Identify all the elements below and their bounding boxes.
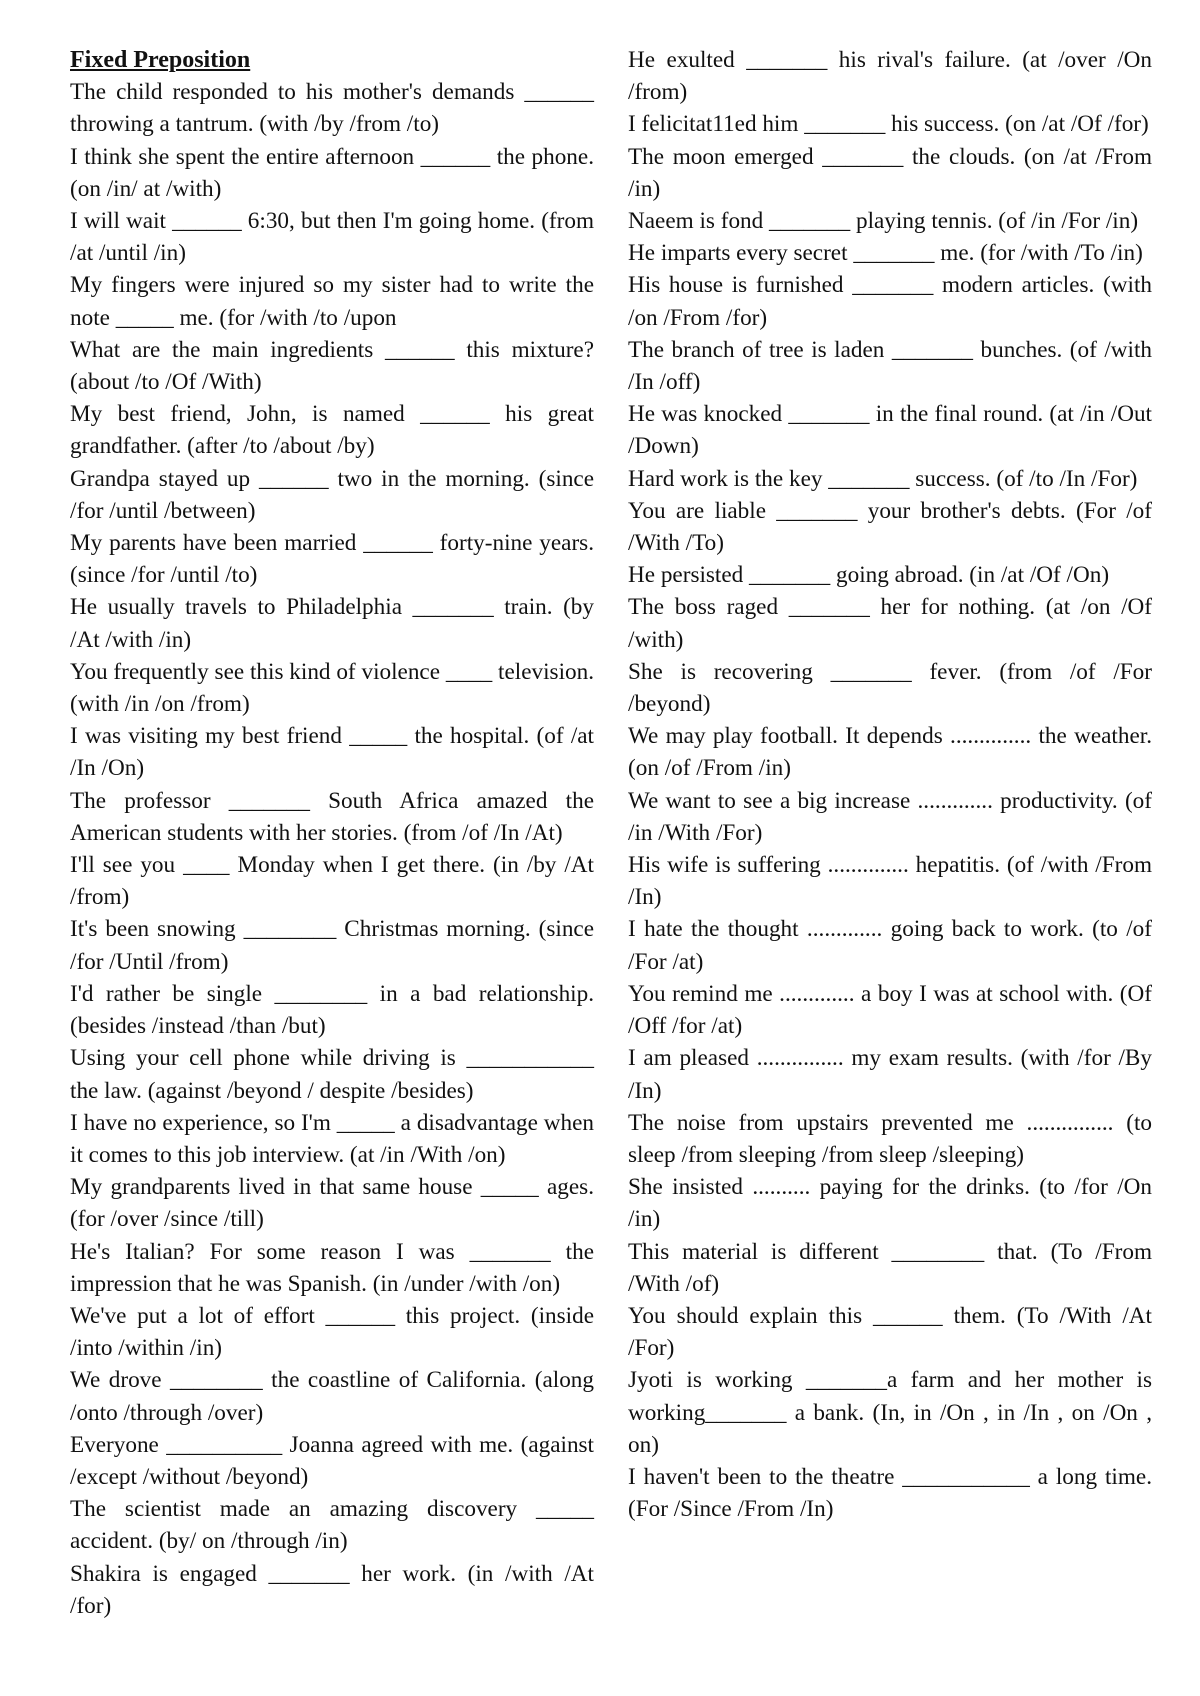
left-column [70,44,594,1622]
worksheet-title: Fixed Preposition [70,47,251,73]
question-item: My fingers were injured so my sister had to write the note _____ me. (for /with /to /upon [70,272,594,331]
question-item: It's been snowing ________ Christmas morning. (since /for /Until /from) [70,916,594,975]
question-item: Jyoti is working _______a farm and her mother is working_______ a bank. (In, in /On , in /In , on /On , on) [628,1367,1152,1458]
question-item: His wife is suffering .............. hepatitis. (of /with /From /In) [628,852,1152,911]
question-item: Using your cell phone while driving is ___________ the law. (against /beyond / despite /besides) [70,1045,594,1104]
question-item: His house is furnished _______ modern articles. (with /on /From /for) [628,272,1152,331]
question-item: My parents have been married ______ forty-nine years. (since /for /until /to) [70,530,594,589]
question-item: I hate the thought ............. going back to work. (to /of /For /at) [628,916,1152,975]
question-item: My best friend, John, is named ______ his great grandfather. (after /to /about /by) [70,401,594,460]
question-item: You frequently see this kind of violence ____ television. (with /in /on /from) [70,658,594,718]
question-item: We drove ________ the coastline of California. (along /onto /through /over) [70,1367,594,1426]
question-item: He was knocked _______ in the final round. (at /in /Out /Down) [628,401,1152,460]
question-item: He usually travels to Philadelphia _______ train. (by /At /with /in) [70,594,594,653]
question-item: I think she spent the entire afternoon ______ the phone. (on /in/ at /with) [70,143,594,202]
question-item: We may play football. It depends .............. the weather. (on /of /From /in) [628,723,1152,782]
question-item: The boss raged _______ her for nothing. (at /on /Of /with) [628,594,1152,653]
question-item: The noise from upstairs prevented me ............... (to sleep /from sleeping /from sleep /sleeping) [628,1109,1152,1168]
question-item: The branch of tree is laden _______ bunches. (of /with /In /off) [628,336,1152,396]
question-item: I haven't been to the theatre ___________ a long time. (For /Since /From /In) [628,1463,1152,1523]
question-item: We've put a lot of effort ______ this project. (inside /into /within /in) [70,1302,594,1362]
question-item: Naeem is fond _______ playing tennis. (of /in /For /in) [628,208,1139,235]
right-column [628,44,1152,1525]
question-item: He exulted _______ his rival's failure. (at /over /On /from) [628,47,1152,106]
question-item: She is recovering _______ fever. (from /of /For /beyond) [628,658,1152,718]
question-item: I was visiting my best friend _____ the hospital. (of /at /In /On) [70,723,594,782]
question-item: We want to see a big increase ............. productivity. (of /in /With /For) [628,787,1152,846]
question-item: You should explain this ______ them. (To /With /At /For) [628,1302,1152,1362]
question-item: He imparts every secret _______ me. (for /with /To /in) [628,240,1143,267]
question-item: I have no experience, so I'm _____ a disadvantage when it comes to this job interview. (at /in /With /on) [70,1109,594,1168]
question-item: I'd rather be single ________ in a bad relationship. (besides /instead /than /but) [70,980,594,1040]
question-item: He's Italian? For some reason I was _______ the impression that he was Spanish. (in /under /with /on) [70,1238,594,1297]
question-item: He persisted _______ going abroad. (in /at /Of /On) [628,562,1110,589]
question-item: The professor _______ South Africa amazed the American students with her stories. (from /of /In /At) [70,787,594,846]
question-item: My grandparents lived in that same house _____ ages. (for /over /since /till) [70,1174,594,1233]
question-item: I am pleased ............... my exam results. (with /for /By /In) [628,1045,1152,1104]
question-item: The scientist made an amazing discovery _____ accident. (by/ on /through /in) [70,1496,594,1555]
question-item: I'll see you ____ Monday when I get there. (in /by /At /from) [70,852,594,911]
question-item: The child responded to his mother's demands ______ throwing a tantrum. (with /by /from /to) [70,79,594,138]
question-item: Hard work is the key _______ success. (of /to /In /For) [628,465,1138,492]
question-item: This material is different ________ that. (To /From /With /of) [628,1238,1152,1297]
question-item: The moon emerged _______ the clouds. (on /at /From /in) [628,143,1152,202]
question-item: Everyone __________ Joanna agreed with me. (against /except /without /beyond) [70,1431,594,1490]
question-item: You remind me ............. a boy I was at school with. (Of /Off /for /at) [628,980,1152,1040]
question-item: Grandpa stayed up ______ two in the morning. (since /for /until /between) [70,465,594,524]
question-item: She insisted .......... paying for the drinks. (to /for /On /in) [628,1174,1152,1233]
question-item: Shakira is engaged _______ her work. (in /with /At /for) [70,1560,594,1619]
question-item: I felicitat11ed him _______ his success. (on /at /Of /for) [628,111,1149,138]
question-item: You are liable _______ your brother's debts. (For /of /With /To) [628,497,1152,557]
question-item: I will wait ______ 6:30, but then I'm going home. (from /at /until /in) [70,208,594,267]
question-item: What are the main ingredients ______ this mixture? (about /to /Of /With) [70,336,594,396]
